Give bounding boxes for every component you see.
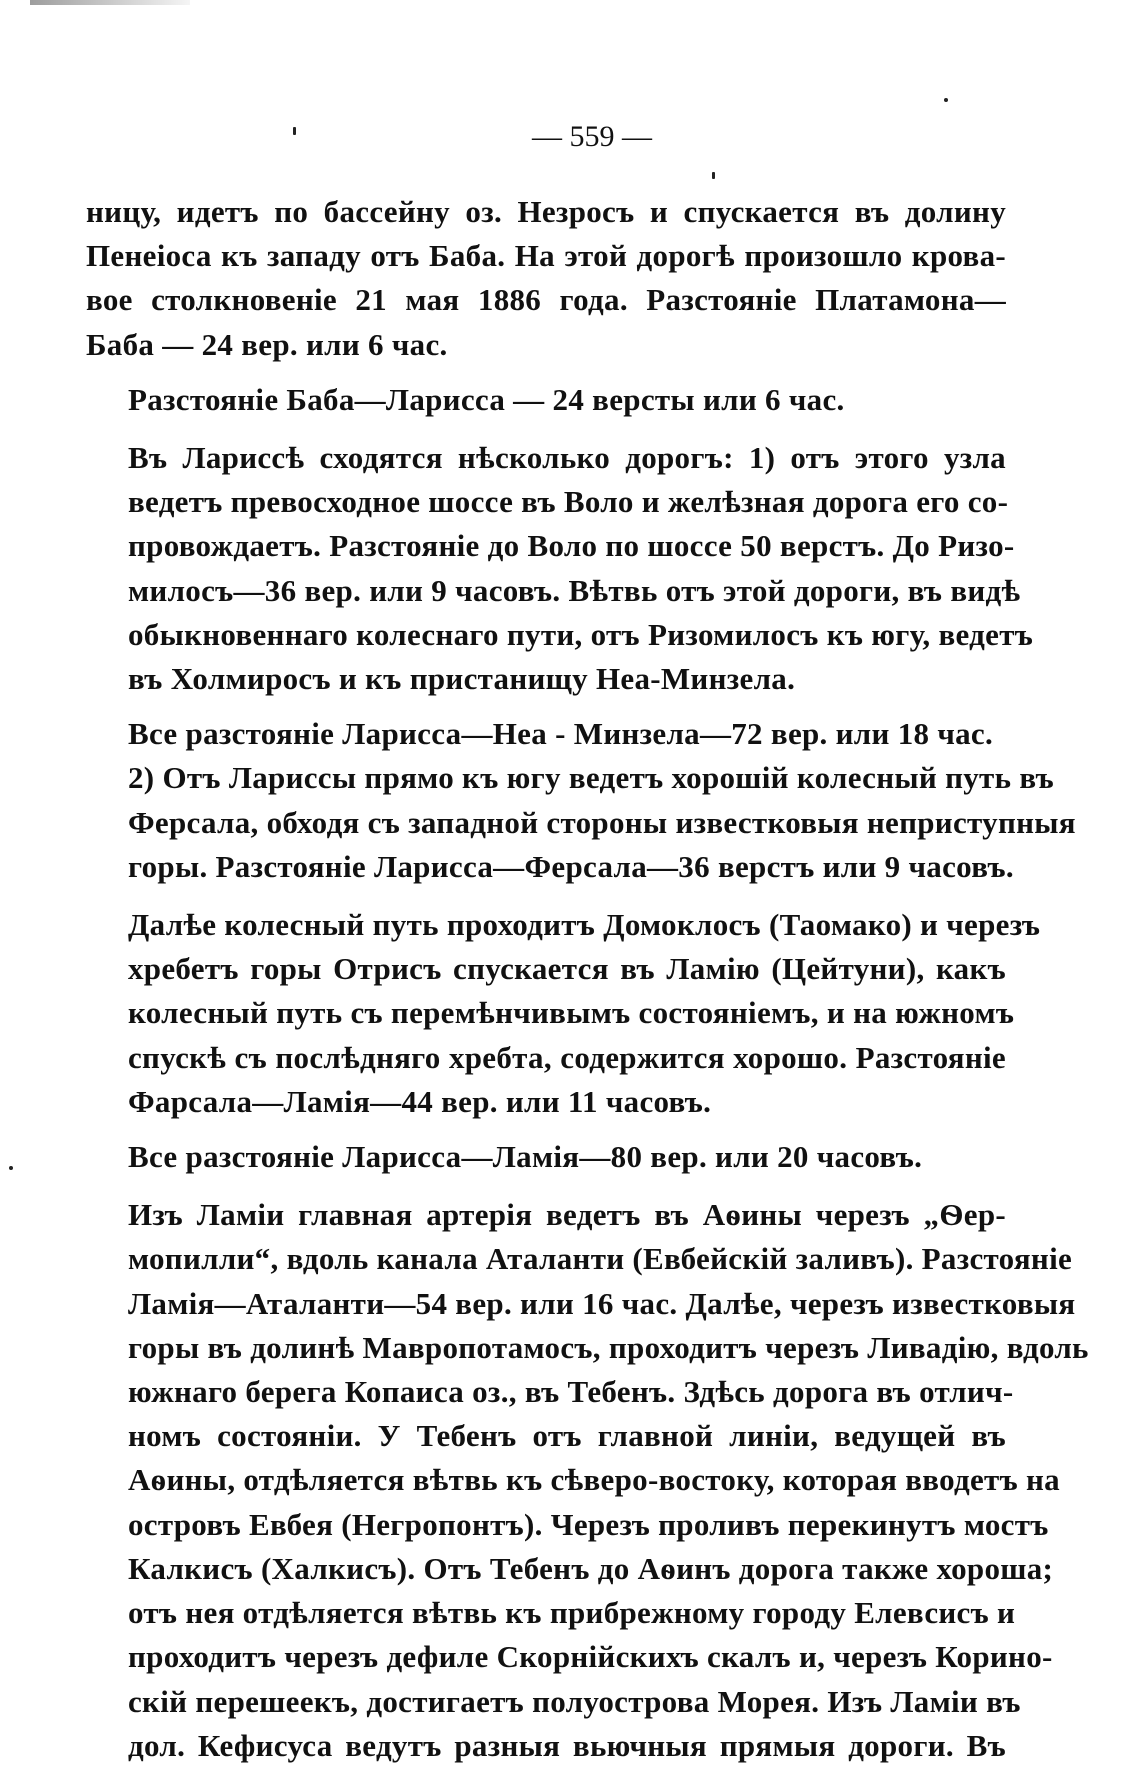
text-line: проходитъ черезъ дефиле Скорнійскихъ скалъ и, черезъ Корино- (128, 1639, 1053, 1675)
text-line: милосъ—36 вер. или 9 часовъ. Вѣтвь отъ этой дороги, въ видѣ (128, 572, 1021, 608)
text-line: ведетъ превосходное шоссе въ Воло и желѣзная дорога его со- (128, 484, 1009, 520)
text-line: Изъ Ламіи главная артерія ведетъ въ Аѳины черезъ „Ѳер- (128, 1197, 1006, 1233)
text-line: южнаго берега Копаиса оз., въ Тебенъ. Здѣсь дорога въ отлич- (128, 1374, 1014, 1410)
text-line: Разстояніе Баба—Ларисса — 24 версты или 6 час. (128, 381, 845, 417)
text-line: Ламія—Аталанти—54 вер. или 16 час. Далѣе, черезъ известковыя (128, 1285, 1076, 1321)
text-line: ницу, идетъ по бассейну оз. Незросъ и спускается въ долину (86, 194, 1006, 229)
scan-speck (944, 98, 948, 102)
text-line: Ферсала, обходя съ западной стороны известковыя неприступныя (128, 804, 1076, 840)
text-line: Калкисъ (Халкисъ). Отъ Тебенъ до Аѳинъ дорога также хороша; (128, 1550, 1054, 1586)
text-line: Фарсала—Ламія—44 вер. или 11 часовъ. (128, 1083, 712, 1119)
paragraph-7 (86, 1135, 1006, 1179)
paragraph-4 (86, 712, 1006, 756)
text-line: 2) Отъ Лариссы прямо къ югу ведетъ хорошій колесный путь въ (128, 760, 1054, 796)
text-line: отъ нея отдѣляется вѣтвь къ прибрежному городу Елевсисъ и (128, 1595, 1016, 1631)
body-text (86, 190, 1089, 1768)
text-line: провождаетъ. Разстояніе до Воло по шоссе 50 верстъ. До Ризо- (128, 528, 1015, 564)
paragraph-5 (86, 756, 1076, 889)
text-line: хребетъ горы Отрисъ спускается въ Ламію (Цейтуни), какъ (128, 951, 1006, 987)
text-line: скій перешеекъ, достигаетъ полуострова Морея. Изъ Ламіи въ (128, 1683, 1021, 1719)
text-line: дол. Кефисуса ведутъ разныя вьючныя прямыя дороги. Въ (128, 1727, 1006, 1763)
paragraph-6 (86, 903, 1041, 1124)
page-number: — 559 — (532, 120, 652, 153)
text-line: горы. Разстояніе Ларисса—Ферсала—36 верстъ или 9 часовъ. (128, 848, 1014, 884)
text-line: колесный путь съ перемѣнчивымъ состояніемъ, и на южномъ (128, 995, 1015, 1031)
text-line: Пенеіоса къ западу отъ Баба. На этой дорогѣ произошло крова- (86, 238, 1006, 274)
scan-speck (712, 172, 715, 179)
paragraph-3 (86, 436, 1034, 701)
scan-speck (9, 1166, 13, 1170)
text-line: Далѣе колесный путь проходитъ Домоклосъ (Таомако) и черезъ (128, 907, 1041, 943)
paragraph-1 (86, 190, 1006, 367)
text-line: Все разстояніе Ларисса—Ламія—80 вер. или 20 часовъ. (128, 1139, 923, 1175)
text-line: островъ Евбея (Негропонтъ). Черезъ проливъ перекинутъ мостъ (128, 1506, 1049, 1542)
text-line: Все разстояніе Ларисса—Неа - Минзела—72 вер. или 18 час. (128, 716, 994, 752)
scan-smudge (30, 0, 190, 5)
text-line: номъ состояніи. У Тебенъ отъ главной линіи, ведущей въ (128, 1418, 1006, 1454)
text-line: Баба — 24 вер. или 6 час. (86, 326, 448, 362)
text-line: обыкновеннаго колеснаго пути, отъ Ризомилосъ къ югу, ведетъ (128, 616, 1034, 652)
text-line: Аѳины, отдѣляется вѣтвь къ сѣверо-востоку, которая вводетъ на (128, 1462, 1060, 1498)
paragraph-2 (86, 378, 1006, 422)
text-line: спускѣ съ послѣдняго хребта, содержится хорошо. Разстояніе (128, 1039, 1006, 1075)
paragraph-8 (86, 1193, 1089, 1768)
text-line: въ Холмиросъ и къ пристанищу Неа-Минзела. (128, 661, 796, 697)
text-line: мопилли“, вдоль канала Аталанти (Евбейскій заливъ). Разстояніе (128, 1241, 1073, 1277)
text-line: вое столкновеніе 21 мая 1886 года. Разстояніе Платамона— (86, 282, 1006, 318)
text-line: горы въ долинѣ Мавропотамосъ, проходитъ черезъ Ливадію, вдоль (128, 1329, 1089, 1365)
text-line: Въ Ларисcѣ сходятся нѣсколько дорогъ: 1) отъ этого узла (128, 440, 1006, 476)
